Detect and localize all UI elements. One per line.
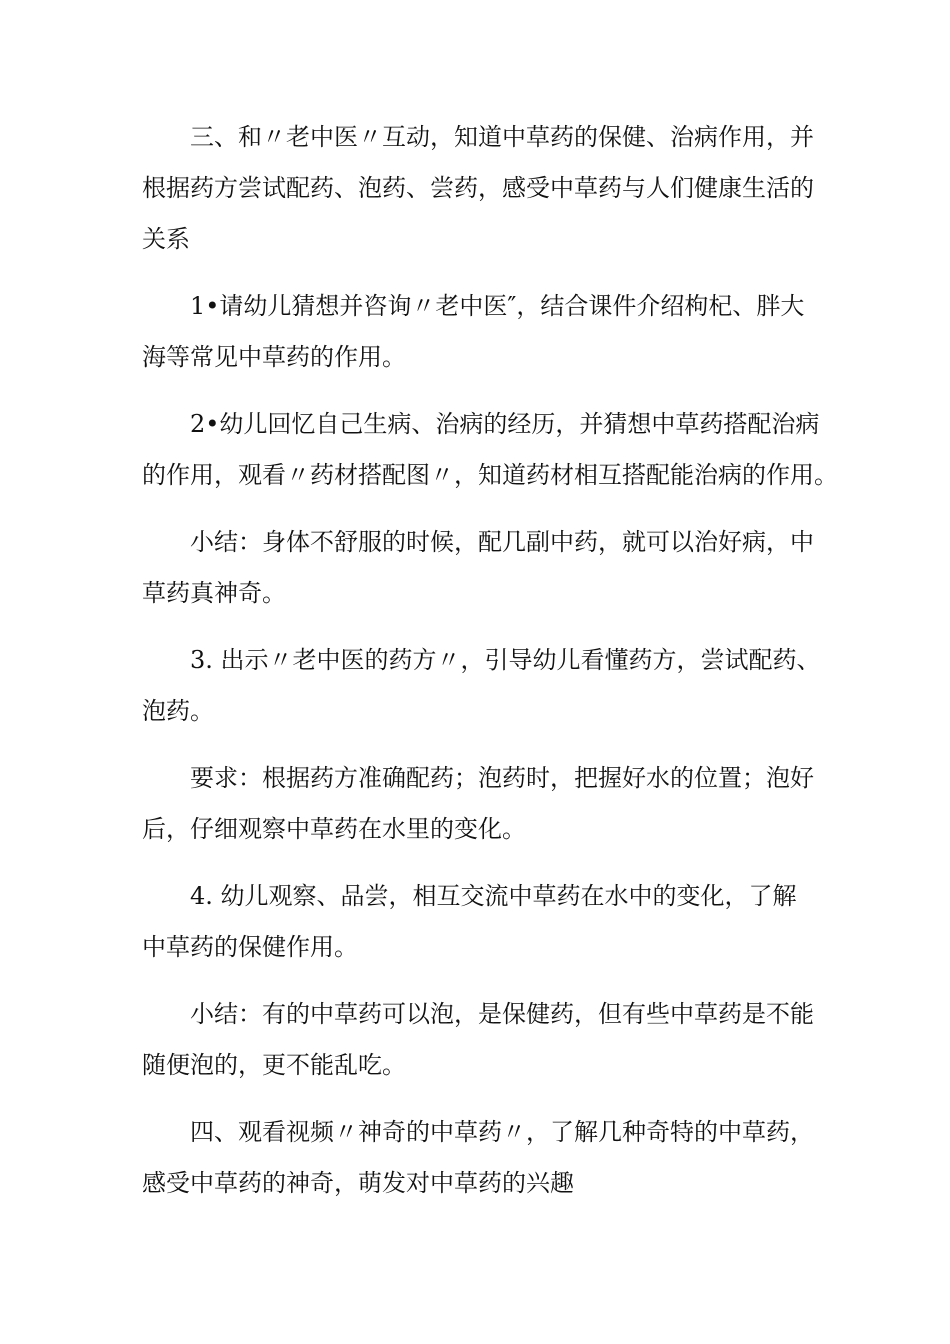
text-line: 后，仔细观察中草药在水里的变化。 [142, 815, 526, 843]
text-line: 三、和〃老中医〃互动，知道中草药的保健、治病作用，并 [190, 123, 814, 151]
paragraph-summary-2 [142, 989, 814, 1091]
text-line: 关系 [142, 225, 190, 253]
paragraph-step-4 [142, 871, 810, 973]
text-line: 随便泡的，更不能乱吃。 [142, 1051, 406, 1079]
paragraph-section-four [142, 1107, 814, 1209]
text-line: 3. 出示〃老中医的药方〃，引导幼儿看懂药方，尝试配药、 [190, 646, 821, 674]
text-line: 4. 幼儿观察、品尝，相互交流中草药在水中的变化，了解 [190, 882, 797, 910]
paragraph-section-three [142, 112, 814, 265]
text-line: 根据药方尝试配药、泡药、尝药，感受中草药与人们健康生活的 [142, 174, 814, 202]
text-line: 的作用，观看〃药材搭配图〃，知道药材相互搭配能治病的作用。 [142, 461, 838, 489]
paragraph-step-2 [142, 399, 838, 501]
paragraph-requirements [142, 753, 814, 855]
text-line: 海等常见中草药的作用。 [142, 343, 406, 371]
text-line: 泡药。 [142, 697, 214, 725]
paragraph-step-1 [142, 281, 810, 383]
text-line: 四、观看视频〃神奇的中草药〃，了解几种奇特的中草药， [190, 1118, 814, 1146]
text-line: 草药真神奇。 [142, 579, 286, 607]
document-body [142, 112, 838, 1225]
text-line: 小结：有的中草药可以泡，是保健药，但有些中草药是不能 [190, 1000, 814, 1028]
text-line: 小结：身体不舒服的时候，配几副中药，就可以治好病，中 [190, 528, 814, 556]
paragraph-summary-1 [142, 517, 814, 619]
text-line: 中草药的保健作用。 [142, 933, 358, 961]
text-line: 要求：根据药方准确配药；泡药时，把握好水的位置；泡好 [190, 764, 814, 792]
paragraph-step-3 [142, 635, 821, 737]
text-line: 2•幼儿回忆自己生病、治病的经历，并猜想中草药搭配治病 [190, 410, 820, 438]
text-line: 1•请幼儿猜想并咨询〃老中医″，结合课件介绍枸杞、胖大 [190, 292, 805, 320]
text-line: 感受中草药的神奇，萌发对中草药的兴趣 [142, 1169, 574, 1197]
